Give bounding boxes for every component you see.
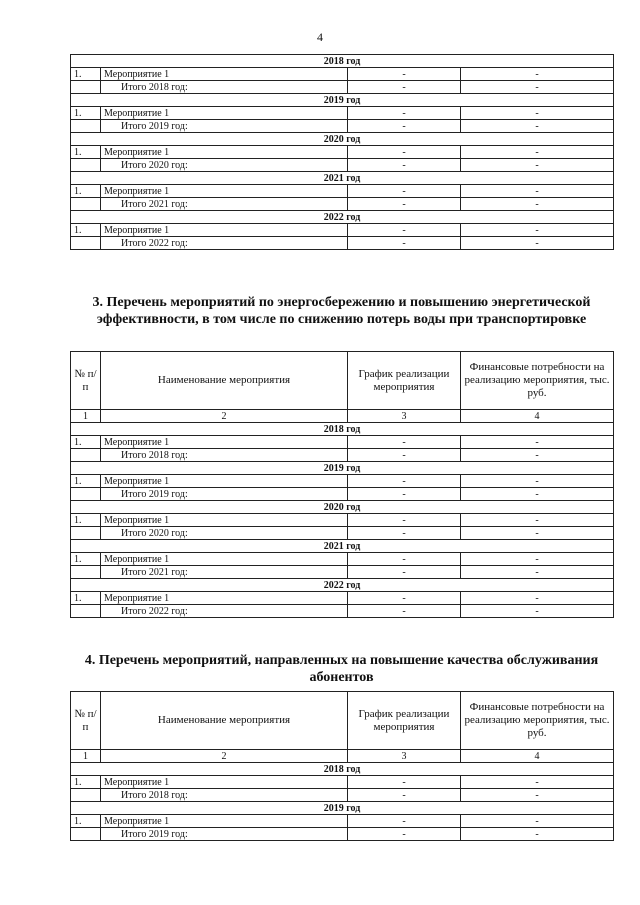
year-label: 2020 год bbox=[71, 133, 614, 146]
total-row: Итого 2020 год: - - bbox=[71, 159, 614, 172]
year-row bbox=[71, 94, 614, 107]
year-label: 2018 год bbox=[71, 423, 614, 436]
table-section-2-continued bbox=[70, 54, 614, 250]
year-row bbox=[71, 423, 614, 436]
total-row: Итого 2022 год: - - bbox=[71, 237, 614, 250]
table-row: 1. Мероприятие 1 - - bbox=[71, 776, 614, 789]
table-row: 1. Мероприятие 1 - - bbox=[71, 146, 614, 159]
table-row: 1. Мероприятие 1 - - bbox=[71, 514, 614, 527]
year-label: 2020 год bbox=[71, 501, 614, 514]
index-row: 1 2 3 4 bbox=[71, 750, 614, 763]
year-row bbox=[71, 579, 614, 592]
year-label: 2018 год bbox=[71, 55, 614, 68]
year-label: 2018 год bbox=[71, 763, 614, 776]
total-row: Итого 2019 год: - - bbox=[71, 828, 614, 841]
year-row bbox=[71, 763, 614, 776]
year-row bbox=[71, 172, 614, 185]
year-label: 2021 год bbox=[71, 172, 614, 185]
total-row: Итого 2020 год: - - bbox=[71, 527, 614, 540]
year-label: 2019 год bbox=[71, 462, 614, 475]
year-row bbox=[71, 133, 614, 146]
table-row: 1. Мероприятие 1 - - bbox=[71, 107, 614, 120]
year-row bbox=[71, 501, 614, 514]
header-finance: Финансовые потребности на реализацию мероприятия, тыс. руб. bbox=[461, 692, 614, 750]
total-row: Итого 2021 год: - - bbox=[71, 566, 614, 579]
total-row: Итого 2021 год: - - bbox=[71, 198, 614, 211]
total-row: Итого 2019 год: - - bbox=[71, 488, 614, 501]
year-label: 2019 год bbox=[71, 94, 614, 107]
table-row: 1. Мероприятие 1 - - bbox=[71, 68, 614, 81]
year-label: 2022 год bbox=[71, 211, 614, 224]
header-schedule: График реализации мероприятия bbox=[348, 692, 461, 750]
table-row: 1. Мероприятие 1 - - bbox=[71, 592, 614, 605]
table-row: 1. Мероприятие 1 - - bbox=[71, 815, 614, 828]
table-section-3 bbox=[70, 351, 614, 618]
total-row: Итого 2019 год: - - bbox=[71, 120, 614, 133]
section-3-title: 3. Перечень мероприятий по энергосбережению и повышению энергетической эффективности, в том числе по снижению потерь воды при транспортировке bbox=[92, 295, 591, 327]
year-label: 2021 год bbox=[71, 540, 614, 553]
section-4-title: 4. Перечень мероприятий, направленных на повышение качества обслуживания абонентов bbox=[84, 653, 599, 685]
year-label: 2022 год bbox=[71, 579, 614, 592]
year-row bbox=[71, 802, 614, 815]
year-row bbox=[71, 211, 614, 224]
header-num: № п/п bbox=[71, 352, 101, 410]
total-row: Итого 2022 год: - - bbox=[71, 605, 614, 618]
total-row: Итого 2018 год: - - bbox=[71, 789, 614, 802]
table-row: 1. Мероприятие 1 - - bbox=[71, 224, 614, 237]
year-label: 2019 год bbox=[71, 802, 614, 815]
year-row bbox=[71, 540, 614, 553]
year-row bbox=[71, 462, 614, 475]
table-row: 1. Мероприятие 1 - - bbox=[71, 185, 614, 198]
year-row bbox=[71, 55, 614, 68]
header-finance: Финансовые потребности на реализацию мероприятия, тыс. руб. bbox=[461, 352, 614, 410]
table-row: 1. Мероприятие 1 - - bbox=[71, 553, 614, 566]
table-row: 1. Мероприятие 1 - - bbox=[71, 436, 614, 449]
index-row: 1 2 3 4 bbox=[71, 410, 614, 423]
table-row: 1. Мероприятие 1 - - bbox=[71, 475, 614, 488]
total-row: Итого 2018 год: - - bbox=[71, 81, 614, 94]
header-name: Наименование мероприятия bbox=[101, 352, 348, 410]
header-num: № п/п bbox=[71, 692, 101, 750]
table-section-4 bbox=[70, 691, 614, 841]
total-row: Итого 2018 год: - - bbox=[71, 449, 614, 462]
header-schedule: График реализации мероприятия bbox=[348, 352, 461, 410]
header-name: Наименование мероприятия bbox=[101, 692, 348, 750]
page-number: 4 bbox=[317, 30, 323, 44]
